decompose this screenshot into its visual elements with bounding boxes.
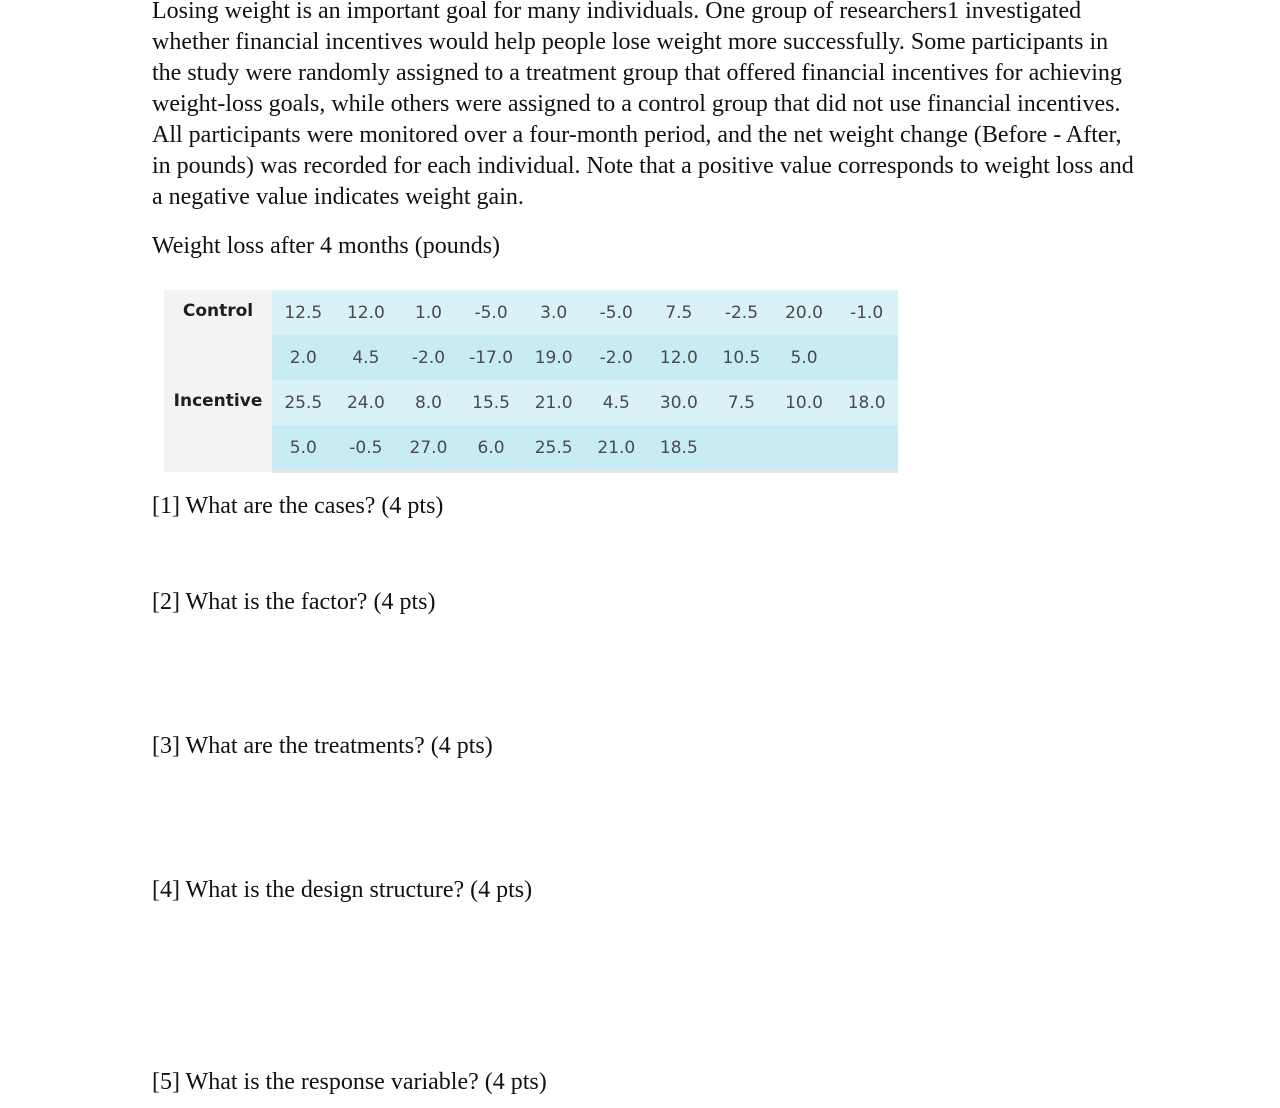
table-cell: 8.0 [397, 380, 460, 425]
table-row-incentive-2 [164, 425, 898, 472]
table-row-incentive-1 [164, 380, 898, 425]
table-cell: 19.0 [522, 335, 585, 380]
table-title: Weight loss after 4 months (pounds) [152, 233, 501, 259]
table-cell: -17.0 [460, 335, 523, 380]
table-cell: 3.0 [522, 290, 585, 335]
table-cell: 30.0 [648, 380, 711, 425]
table-cell [835, 335, 898, 380]
table-cell: 25.5 [522, 425, 585, 472]
table-cell: -1.0 [835, 290, 898, 335]
table-cell: 12.0 [335, 290, 398, 335]
table-cell: 2.0 [272, 335, 335, 380]
incentive-group-label: Incentive [164, 380, 272, 472]
table-cell [773, 425, 836, 472]
table-cell [835, 425, 898, 472]
question-5: [5] What is the response variable? (4 pts) [152, 1069, 547, 1095]
table-cell: 12.5 [272, 290, 335, 335]
question-1: [1] What are the cases? (4 pts) [152, 493, 444, 519]
table-cell: 25.5 [272, 380, 335, 425]
table-cell: 7.5 [648, 290, 711, 335]
table-cell: 5.0 [773, 335, 836, 380]
weight-loss-table [164, 290, 898, 473]
table-cell: -2.5 [710, 290, 773, 335]
table-cell: 21.0 [585, 425, 648, 472]
table-cell: -0.5 [335, 425, 398, 472]
table-cell: 6.0 [460, 425, 523, 472]
table-cell: 18.0 [835, 380, 898, 425]
table-cell: 18.5 [648, 425, 711, 472]
question-3: [3] What are the treatments? (4 pts) [152, 733, 493, 759]
table-cell: 5.0 [272, 425, 335, 472]
table-cell: 10.0 [773, 380, 836, 425]
control-group-label: Control [164, 290, 272, 380]
question-2: [2] What is the factor? (4 pts) [152, 589, 436, 615]
table-cell [710, 425, 773, 472]
table-cell: 24.0 [335, 380, 398, 425]
table-cell: -2.0 [397, 335, 460, 380]
table-cell: 4.5 [335, 335, 398, 380]
table-cell: 7.5 [710, 380, 773, 425]
table-cell: 4.5 [585, 380, 648, 425]
table-cell: 1.0 [397, 290, 460, 335]
question-4: [4] What is the design structure? (4 pts) [152, 877, 533, 903]
table-cell: 27.0 [397, 425, 460, 472]
table-cell: -2.0 [585, 335, 648, 380]
table-row-control-1 [164, 290, 898, 335]
table-row-control-2 [164, 335, 898, 380]
table-cell: 10.5 [710, 335, 773, 380]
table-cell: -5.0 [585, 290, 648, 335]
table-cell: -5.0 [460, 290, 523, 335]
intro-paragraph: Losing weight is an important goal for many individuals. One group of researchers1 investigated whether financial incentives would help people lose weight more successfully. Some participants in the study were randomly assigned to a treatment group that offered financial incentives for achieving weight-loss goals, while others were assigned to a control group that did not use financial incentives. All participants were monitored over a four-month period, and the net weight change (Before - After, in pounds) was recorded for each individual. Note that a positive value corresponds to weight loss and a negative value indicates weight gain. [152, 0, 1134, 210]
table-cell: 20.0 [773, 290, 836, 335]
table-cell: 15.5 [460, 380, 523, 425]
table-cell: 21.0 [522, 380, 585, 425]
table-cell: 12.0 [648, 335, 711, 380]
